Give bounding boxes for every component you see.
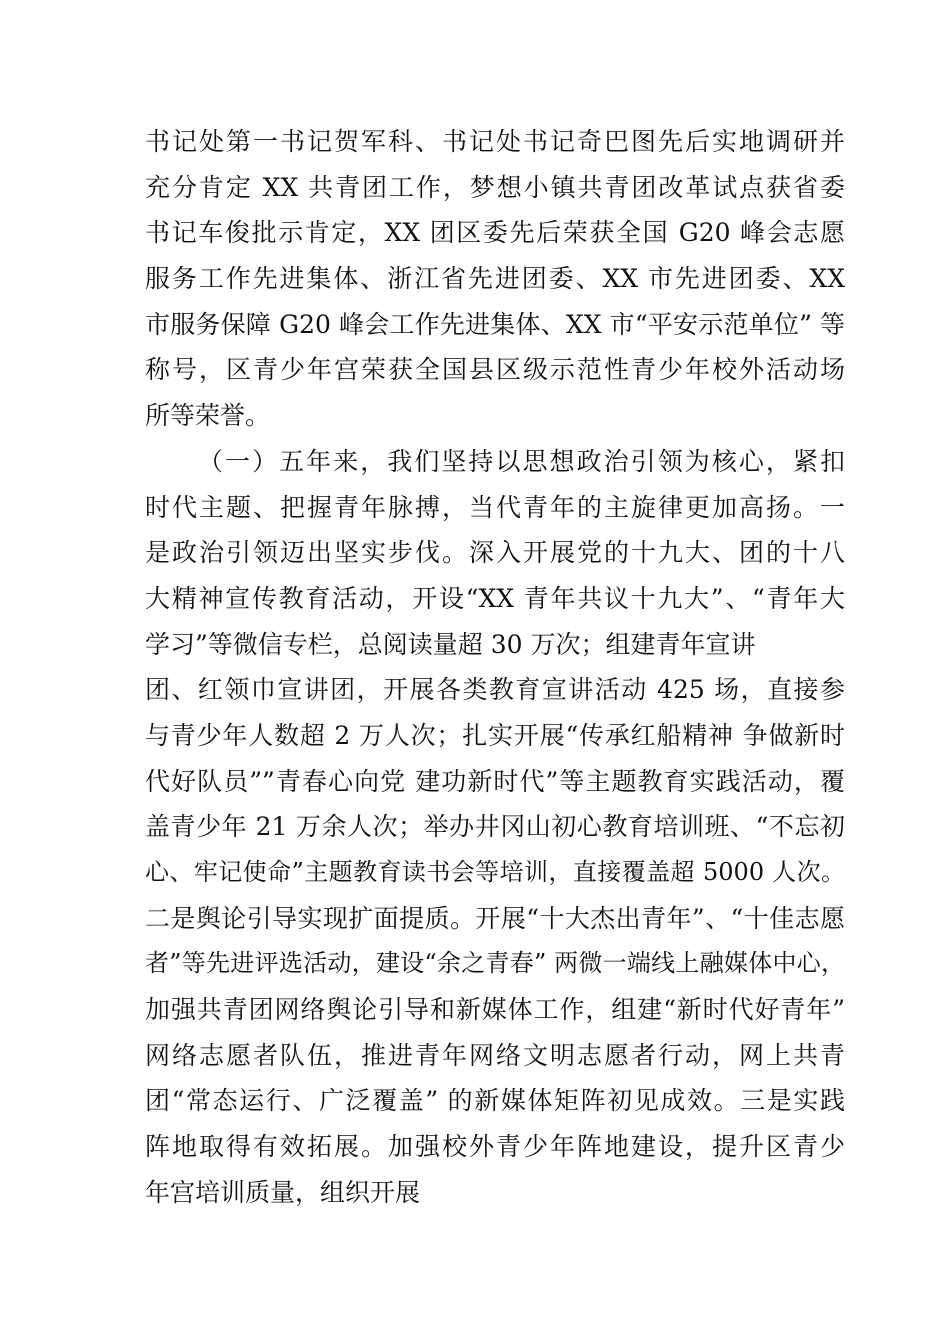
text-line: 代好队员””青春心向党 建功新时代”等主题教育实践活动，覆	[145, 766, 845, 796]
text-line: 团、红领巾宣讲团，开展各类教育宣讲活动 425 场，直接参	[145, 675, 845, 705]
text-line: 服务工作先进集体、浙江省先进团委、XX 市先进团委、XX	[145, 264, 845, 294]
text-line: 者”等先进评选活动，建设“余之青春” 两微一端线上融媒体中心，	[145, 949, 845, 978]
text-line: 网络志愿者队伍，推进青年网络文明志愿者行动，网上共青	[145, 1040, 845, 1070]
text-line: 书记处第一书记贺军科、书记处书记奇巴图先后实地调研并	[145, 127, 845, 156]
text-line: 所等荣誉。	[145, 401, 271, 431]
text-line: 大精神宣传教育活动，开设“XX 青年共议十九大”、“青年大	[145, 583, 845, 613]
text-line: 学习”等微信专栏，总阅读量超 30 万次；组建青年宣讲	[145, 629, 756, 659]
text-line: 盖青少年 21 万余人次；举办井冈山初心教育培训班、“不忘初	[145, 812, 845, 842]
text-line: 是政治引领迈出坚实步伐。深入开展党的十九大、团的十八	[145, 538, 845, 568]
text-line: 时代主题、把握青年脉搏，当代青年的主旋律更加高扬。一	[145, 492, 845, 522]
text-line: 年宫培训质量，组织开展	[145, 1177, 421, 1207]
text-line: 书记车俊批示肯定，XX 团区委先后荣获全国 G20 峰会志愿	[145, 218, 845, 248]
text-line: 与青少年人数超 2 万人次；扎实开展“传承红船精神 争做新时	[145, 720, 845, 750]
text-line: 市服务保障 G20 峰会工作先进集体、XX 市“平安示范单位” 等	[145, 309, 845, 339]
text-line: 阵地取得有效拓展。加强校外青少年阵地建设，提升区青少	[145, 1132, 845, 1162]
paragraph-first-line: （一）五年来，我们坚持以思想政治引领为核心，紧扣	[198, 446, 845, 476]
text-line: 二是舆论引导实现扩面提质。开展“十大杰出青年”、“十佳志愿	[145, 903, 845, 933]
text-line: 称号，区青少年宫荣获全国县区级示范性青少年校外活动场	[145, 355, 845, 385]
text-line: 心、牢记使命”主题教育读书会等培训，直接覆盖超 5000 人次。	[145, 858, 845, 886]
text-line: 加强共青团网络舆论引导和新媒体工作，组建“新时代好青年”	[145, 995, 845, 1025]
body-text	[145, 119, 845, 1216]
text-line: 充分肯定 XX 共青团工作，梦想小镇共青团改革试点获省委	[145, 172, 845, 202]
text-line: 团“常态运行、广泛覆盖” 的新媒体矩阵初见成效。三是实践	[145, 1086, 845, 1116]
